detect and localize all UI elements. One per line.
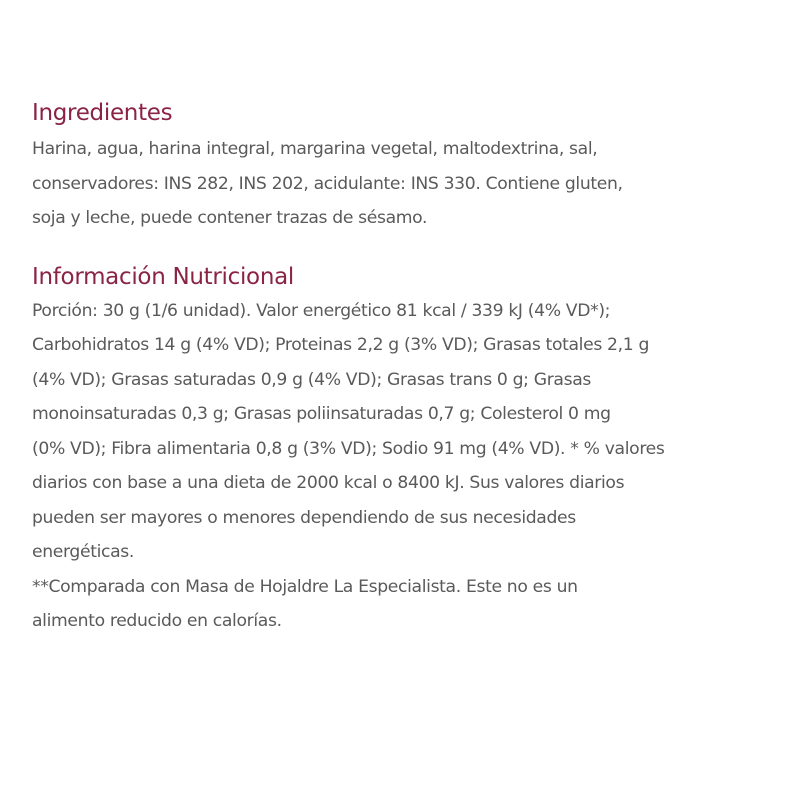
nutrition-section — [32, 260, 772, 639]
nutrition-text — [32, 294, 772, 639]
nutrition-line: Porción: 30 g (1/6 unidad). Valor energético 81 kcal / 339 kJ (4% VD*); — [32, 300, 611, 321]
ingredients-line: soja y leche, puede contener trazas de sésamo. — [32, 208, 428, 228]
nutrition-line: energéticas. — [32, 542, 135, 562]
nutrition-line: monoinsaturadas 0,3 g; Grasas poliinsaturadas 0,7 g; Colesterol 0 mg — [32, 404, 611, 424]
footnote-line: alimento reducido en calorías. — [32, 611, 282, 631]
nutrition-line: pueden ser mayores o menores dependiendo de sus necesidades — [32, 507, 576, 528]
footnote-line: **Comparada con Masa de Hojaldre La Especialista. Este no es un — [32, 576, 578, 597]
nutrition-line: (4% VD); Grasas saturadas 0,9 g (4% VD); Grasas trans 0 g; Grasas — [32, 369, 591, 390]
nutrition-line: Carbohidratos 14 g (4% VD); Proteinas 2,2 g (3% VD); Grasas totales 2,1 g — [32, 335, 650, 355]
nutrition-line: (0% VD); Fibra alimentaria 0,8 g (3% VD); Sodio 91 mg (4% VD). * % valores — [32, 438, 665, 459]
ingredients-text — [32, 132, 772, 236]
ingredients-title: Ingredientes — [32, 100, 173, 126]
product-info — [32, 96, 772, 639]
nutrition-line: diarios con base a una dieta de 2000 kcal o 8400 kJ. Sus valores diarios — [32, 473, 625, 493]
ingredients-section — [32, 96, 772, 236]
ingredients-line: Harina, agua, harina integral, margarina vegetal, maltodextrina, sal, — [32, 139, 598, 159]
nutrition-title: Información Nutricional — [32, 263, 294, 290]
ingredients-line: conservadores: INS 282, INS 202, acidulante: INS 330. Contiene gluten, — [32, 173, 623, 194]
